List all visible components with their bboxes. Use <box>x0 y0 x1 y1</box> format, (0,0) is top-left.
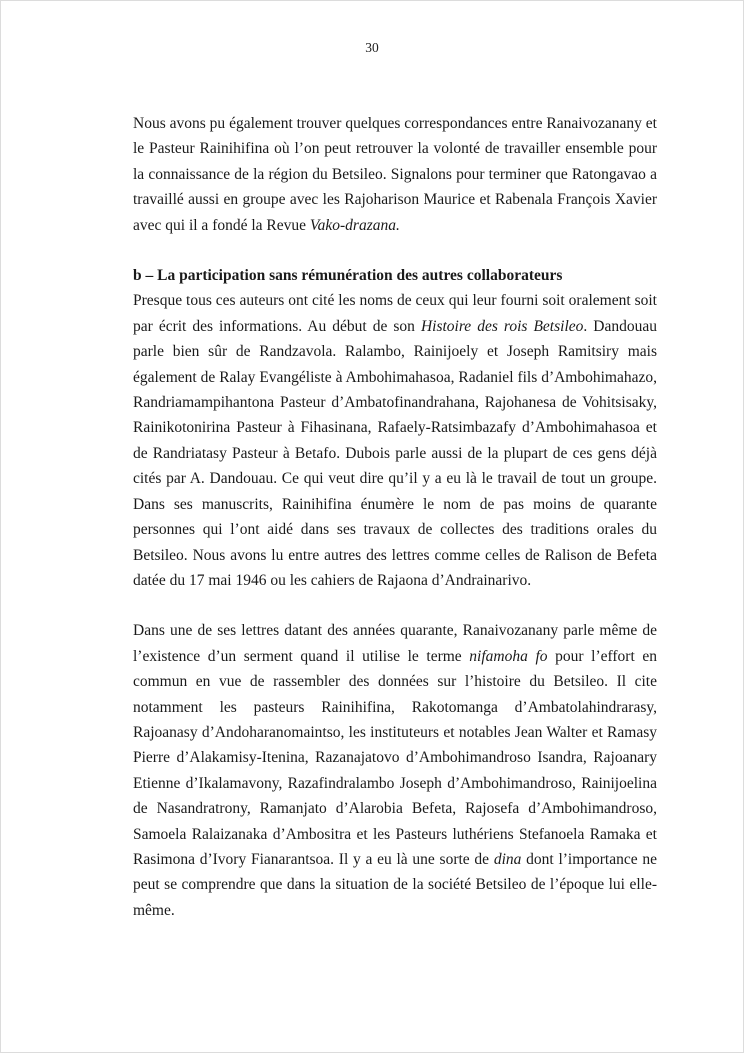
text-segment: Presque tous ces auteurs ont cité les noms de ceux qui leur fourni soit oralement soit par écrit des informations. Au début de son <box>133 292 657 335</box>
paragraph-collaborators <box>133 288 657 593</box>
text-segment: Nous avons pu également trouver quelques correspondances entre Ranaivozanany et le Pasteur Rainihifina où l’on peut retrouver la volonté de travailler ensemble pour la connaissance de la région du Betsileo. Signalons pour terminer que Ratongavao a travaillé aussi en groupe avec les Rajoharison Maurice et Rabenala François Xavier avec qui il a fondé la Revue <box>133 115 657 234</box>
text-segment: Histoire des rois Betsileo <box>420 317 584 335</box>
section-heading: b – La participation sans rémunération des autres collaborateurs <box>133 267 563 285</box>
page-number: 30 <box>365 40 379 55</box>
text-segment: Dans une de ses lettres datant des années quarante, Ranaivozanany parle même de l’existence d’un serment quand il utilise le terme <box>133 622 657 665</box>
text-segment: nifamoha fo <box>469 647 548 665</box>
text-segment: dont l’importance ne peut se comprendre que dans la situation de la société Betsileo de l’époque lui elle-même. <box>133 850 658 919</box>
paragraph-serment <box>133 618 657 923</box>
text-segment: pour l’effort en commun en vue de rassembler des données sur l’histoire du Betsileo. Il cite notamment les pasteurs Rainihifina, Rakotomanga d’Ambatolahindrarasy, Rajoanasy d’Andoharanomaintso, les instituteurs et notables Jean Walter et Ramasy Pierre d’Alakamisy-Itenina, Razanajatovo d’Ambohimandroso Isandra, Rajoanary Etienne d’Ikalamavony, Razafindralambo Joseph d’Ambohimandroso, Rainijoelina de Nasandratrony, Ramanjato d’Alarobia Befeta, Rajosefa d’Ambohimandroso, Samoela Ralaizanaka d’Ambositra et les Pasteurs luthériens Stefanoela Ramaka et Rasimona d’Ivory Fianarantsoa. Il y a eu là une sorte de <box>133 647 657 868</box>
page-body <box>133 111 657 923</box>
text-segment: dina <box>493 850 522 868</box>
text-segment: Vako-drazana. <box>309 216 400 234</box>
paragraph-correspondences <box>133 111 657 238</box>
text-segment: . Dandouau parle bien sûr de Randzavola. Ralambo, Rainijoely et Joseph Ramitsiry mais également de Ralay Evangéliste à Ambohimahasoa, Radaniel fils d’Ambohimahazo, Randriamampihantona Pasteur d’Ambatofinandrahana, Rajohanesa de Vohitsisaky, Rainikotonirina Pasteur à Fihasinana, Rafaely-Ratsimbazafy d’Ambohimahasoa et de Randriatasy Pasteur à Betafo. Dubois parle aussi de la plupart de ces gens déjà cités par A. Dandouau. Ce qui veut dire qu’il y a eu là le travail de tout un groupe. Dans ses manuscrits, Rainihifina énumère le nom de pas moins de quarante personnes qui l’ont aidé dans ses travaux de collectes des traditions orales du Betsileo. Nous avons lu entre autres des lettres comme celles de Ralison de Befeta datée du 17 mai 1946 ou les cahiers de Rajaona d’Andrainarivo. <box>133 317 657 589</box>
